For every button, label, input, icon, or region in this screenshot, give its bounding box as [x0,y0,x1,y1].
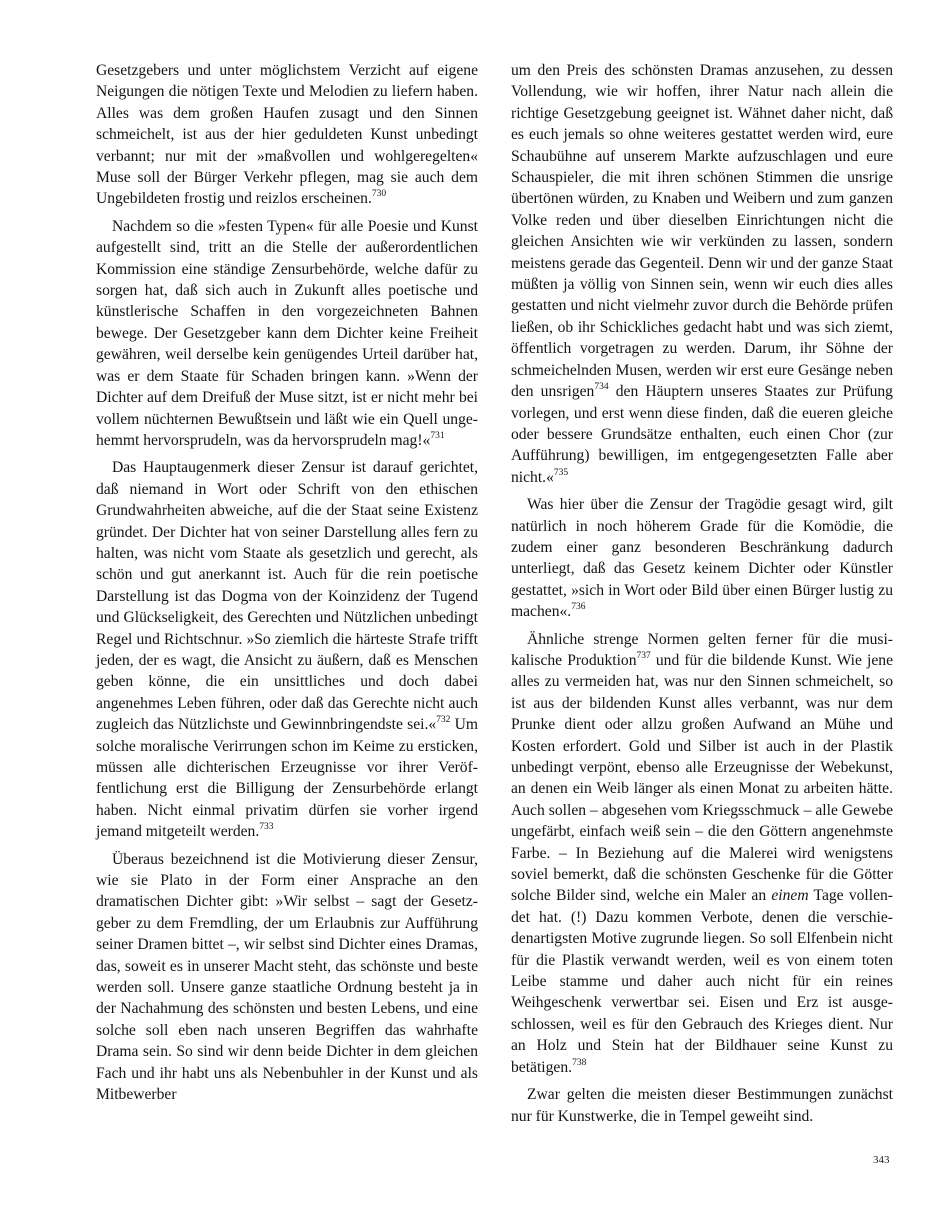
paragraph: Ähnliche strenge Normen gelten ferner für die musikalische Produktion$^{737}$ und für die bildende Kunst. Wie jene alles zu vermeiden hat, was nur den Sinnen schmeichelt, so ist aus der bildenden Kunst alles verbannt, was nur dem Prunke dient oder allzu großen Aufwand an Mühe und Kosten erfordert. Gold und Silber ist auch in der Plastik unbedingt verpönt, ebenso alle Erzeugnisse der Webekunst, an denen ein Weib länger als einen Monat zu arbeiten hätte. Auch sollen – abgesehen vom Kriegsschmuck – alle Gewebe ungefärbt, einfach weiß sein – die den Göttern angenehmste Farbe. – In Beziehung auf die Malerei wird wenigstens soviel bemerkt, daß die schönsten Geschenke für die Götter solche Bilder sind, welche ein Maler an einem Tage vollendet hat. (!) Dazu kommen Verbote, denen die verschiedenartigsten Motive zugrunde liegen. So soll Elfenbein nicht für die Plastik verwandt werden, weil es von einem toten Leibe stamme und daher auch nicht für ein reines Weihgeschenk verwertbar sei. Eisen und Erz ist ausgeschlossen, weil es für den Gebrauch des Krieges dient. Nur an Holz und Stein hat der Bildhauer seine Kunst zu betätigen.$^{738}$ [511,630,893,1076]
footnote-ref[interactable]: 737 [636,650,651,661]
right-column [511,60,893,1127]
footnote-ref[interactable]: 732 [436,715,451,725]
footnote-ref[interactable]: 736 [571,601,586,612]
footnote-ref[interactable]: 733 [259,822,274,833]
emphasis: einem [771,887,809,905]
paragraph: Überaus bezeichnend ist die Motivierung dieser Zensur, wie sie Plato in der Form einer Ansprache an den dramatischen Dichter gibt: »Wir selbst – sagt der Gesetzgeber zu dem Fremdling, der um Erlaubnis zur Aufführung seiner Dramen bittet –, wir selbst sind Dichter eines Dramas, das, soweit es in unserer Macht steht, das schönste und beste werden soll. Unsere ganze staatliche Ordnung besteht ja in der Nachahmung des schönsten und besten Lebens, und eine solche soll eben nach unseren Begriffen das wahrhafte Drama sein. So sind wir denn beide Dichter in dem gleichen Fach und ihr habt uns als Nebenbuhler in der Kunst und als Mitbewerber [96,850,478,1104]
paragraph: Nachdem so die »festen Typen« für alle Poesie und Kunst aufgestellt sind, tritt an die Stelle der außerordentlichen Kommission eine ständige Zensurbehörde, welche dafür zu sorgen hat, daß sich auch in Zukunft alles poetische und künstlerische Schaffen in den vorgezeichneten Bahnen bewege. Der Gesetzgeber kann dem Dichter keine Freiheit gewähren, weil derselbe kein genügendes Urteil darüber hat, was er dem Staate für Schaden bringen kann. »Wenn der Dichter auf dem Dreifuß der Muse sitzt, ist er nicht mehr bei vollem nüchternen Bewußtsein und läßt wie ein Quell ungehemmt hervorsprudeln, was da hervorsprudeln mag!«$^{731}$ [96,217,478,449]
page-number: 343 [873,1154,890,1166]
footnote-ref[interactable]: 735 [553,467,569,478]
paragraph: Zwar gelten die meisten dieser Bestimmungen zunächst nur für Kunstwerke, die in Tempel geweiht sind. [511,1086,893,1125]
footnote-ref[interactable]: 734 [594,381,609,392]
paragraph: Gesetzgebers und unter möglichstem Verzicht auf eigene Neigungen die nötigen Texte und Melodien zu liefern haben. Alles was dem großen Haufen zusagt und den Sinnen schmeichelt, ist aus der hier geduldeten Kunst unbedingt verbannt; nur mit der »maßvollen und wohlgeregelten« Muse soll der Bürger Verkehr pflegen, mag sie auch dem Ungebildeten frostig und reizlos erscheinen.$^{730}$ [96,62,478,208]
paragraph: um den Preis des schönsten Dramas anzusehen, zu dessen Vollendung, wie wir hoffen, ihrer Natur nach allein die richtige Gesetzgebung geeignet ist. Wähnet daher nicht, daß es euch jemals so ohne weiteres gestattet werden wird, eure Schaubühne auf unserem Markte aufzuschlagen und eure Schauspieler, die mit ihren schönen Stimmen die unsrige übertönen würden, zu Knaben und Weibern und zum ganzen Volke reden und über dieselben Einrichtungen nicht die gleichen Ansichten wie wir verkünden zu lassen, sondern meistens gerade das Gegenteil. Denn wir und der ganze Staat müßten ja völlig von Sinnen sein, wenn wir euch dies alles gestatten und nicht vielmehr zuvor durch die Behörde prüfen ließen, ob ihr Schickliches gedacht habt und was sich ziemt, öffentlich vorgetragen zu werden. Darum, ihr Söhne der schmeichelnden Musen, werden wir erst eure Gesänge neben den unsrigen$^{734}$ den Häuptern unseres Staates zur Prüfung vorlegen, und erst wenn diese finden, daß die eueren gleiche oder bessere Grundsätze enthalten, euch einen Chor (zur Aufführung) bewilligen, im entgegengesetzten Falle aber nicht.«$^{735}$ [511,62,893,486]
left-column [96,60,478,1106]
footnote-ref[interactable]: 738 [572,1057,587,1068]
paragraph: Das Hauptaugenmerk dieser Zensur ist darauf gerichtet, daß niemand in Wort oder Schrift von den ethischen Grundwahrheiten abweiche, auf die der Staat seine Existenz gründet. Der Dichter hat von seiner Darstellung alles fern zu halten, was nicht vom Staate als gesetzlich und gerecht, als schön und gut anerkannt ist. Auch für die rein poetische Darstellung ist das Dogma von der Koinzidenz der Tugend und Glückseligkeit, des Gerechten und Nützlichen unbedingt Regel und Richtschnur. »So ziemlich die härteste Strafe trifft jeden, der es wagt, die Ansicht zu äußern, daß es Menschen geben könne, die ein unsittliches und doch dabei angenehmes Leben führen, oder daß das Gerechte nicht auch zugleich das Nützlichste und Gewinnbringendste sei.«$^{732}$ Um solche moralische Verirrungen schon im Keime zu ersticken, müssen alle dichterischen Erzeugnisse vor ihrer Veröffentlichung erst die Billigung der Zensurbehörde erlangt haben. Nicht einmal privatim dürfen sie vorher irgend jemand mitgeteilt werden.$^{733}$ [96,459,478,841]
footnote-ref[interactable]: 730 [371,189,387,200]
paragraph: Was hier über die Zensur der Tragödie gesagt wird, gilt natürlich in noch höherem Grade für die Komödie, die zudem einer ganz besonderen Beschränkung dadurch unterliegt, daß das Gesetz keinem Dichter oder Künstler gestattet, »sich in Wort oder Bild über einen Bürger lustig zu machen«.$^{736}$ [511,496,893,621]
footnote-ref[interactable]: 731 [430,430,445,441]
